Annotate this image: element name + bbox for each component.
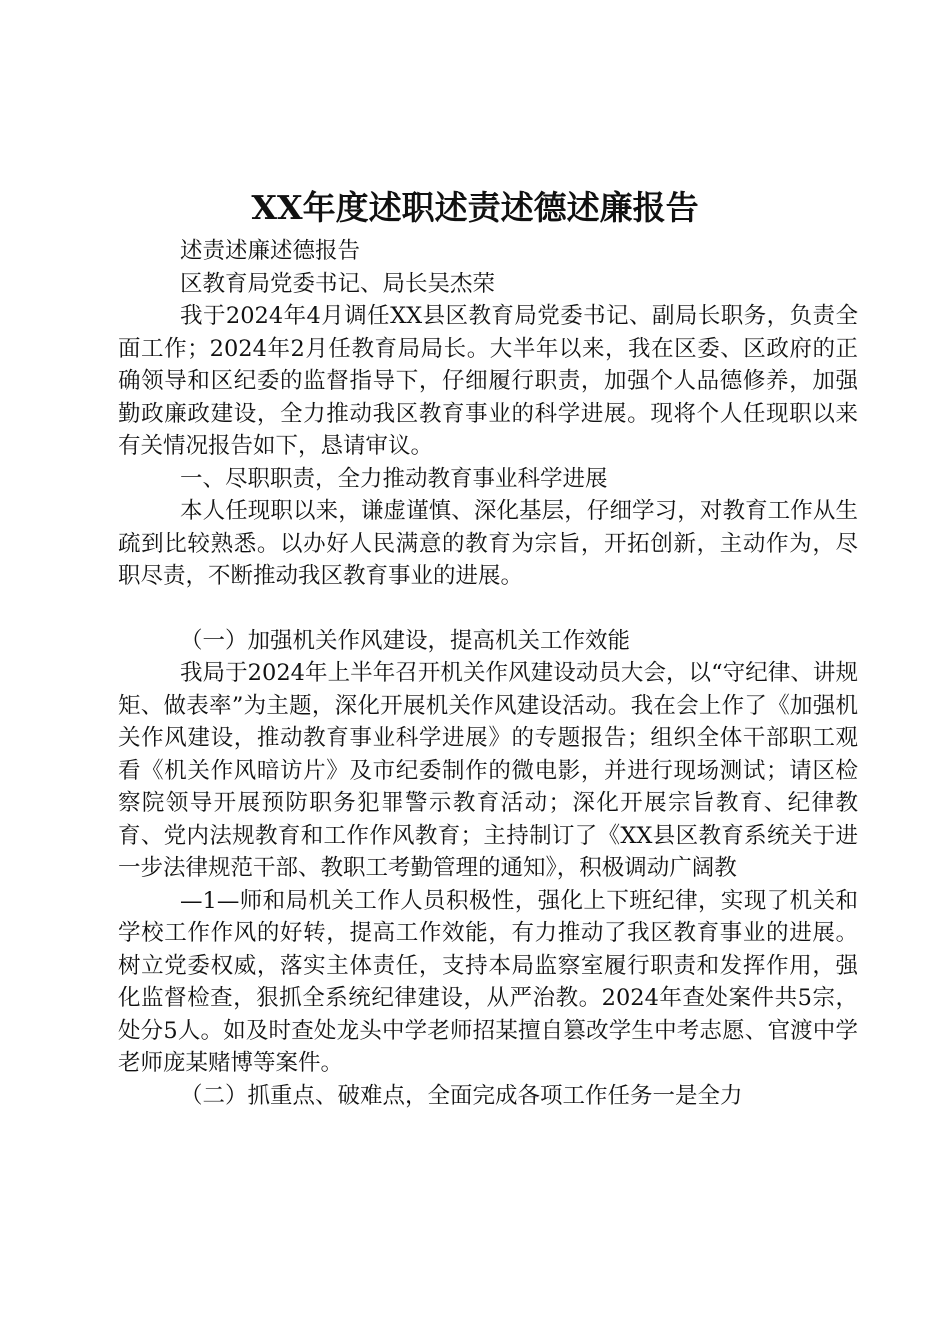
- subsection-1-paragraph: 我局于2024年上半年召开机关作风建设动员大会，以“守纪律、讲规矩、做表率”为主题，深化开展机关作风建设活动。我在会上作了《加强机关作风建设，推动教育事业科学进展》的专题报告；组织全体干部职工观看《机关作风暗访片》及市纪委制作的微电影，并进行现场测试；请区检察院领导开展预防职务犯罪警示教育活动；深化开展宗旨教育、纪律教育、党内法规教育和工作作风教育；主持制订了《XX县区教育系统关于进一步法律规范干部、教职工考勤管理的通知》，积极调动广阔教: [118, 660, 858, 881]
- author-line: 区教育局党委书记、局长吴杰荣: [180, 270, 496, 297]
- document-body: [118, 235, 858, 1112]
- subsection-1-continued-paragraph: —1—师和局机关工作人员积极性，强化上下班纪律，实现了机关和学校工作作风的好转，提高工作效能，有力推动了我区教育事业的进展。树立党委权威，落实主体责任，支持本局监察室履行职责和发挥作用，强化监督检查，狠抓全系统纪律建设，从严治教。2024年查处案件共5宗，处分5人。如及时查处龙头中学老师招某擅自篡改学生中考志愿、官渡中学老师庞某赌博等案件。: [118, 887, 858, 1076]
- section-heading-1: 一、尽职职责，全力推动教育事业科学进展: [180, 465, 608, 492]
- section-1-paragraph: 本人任现职以来，谦虚谨慎、深化基层，仔细学习，对教育工作从生疏到比较熟悉。以办好人民满意的教育为宗旨，开拓创新，主动作为，尽职尽责，不断推动我区教育事业的进展。: [118, 498, 858, 589]
- subsection-heading-2: （二）抓重点、破难点，全面完成各项工作任务一是全力: [180, 1082, 743, 1109]
- document-title: XX年度述职述责述德述廉报告: [251, 188, 699, 227]
- subsection-heading-1: （一）加强机关作风建设，提高机关工作效能: [180, 627, 631, 654]
- subtitle-line: 述责述廉述德报告: [180, 238, 361, 264]
- intro-paragraph: 我于2024年4月调任XX县区教育局党委书记、副局长职务，负责全面工作；2024年2月任教育局局长。大半年以来，我在区委、区政府的正确领导和区纪委的监督指导下，仔细履行职责，加强个人品德修养，加强勤政廉政建设，全力推动我区教育事业的科学进展。现将个人任现职以来有关情况报告如下，恳请审议。: [118, 303, 858, 459]
